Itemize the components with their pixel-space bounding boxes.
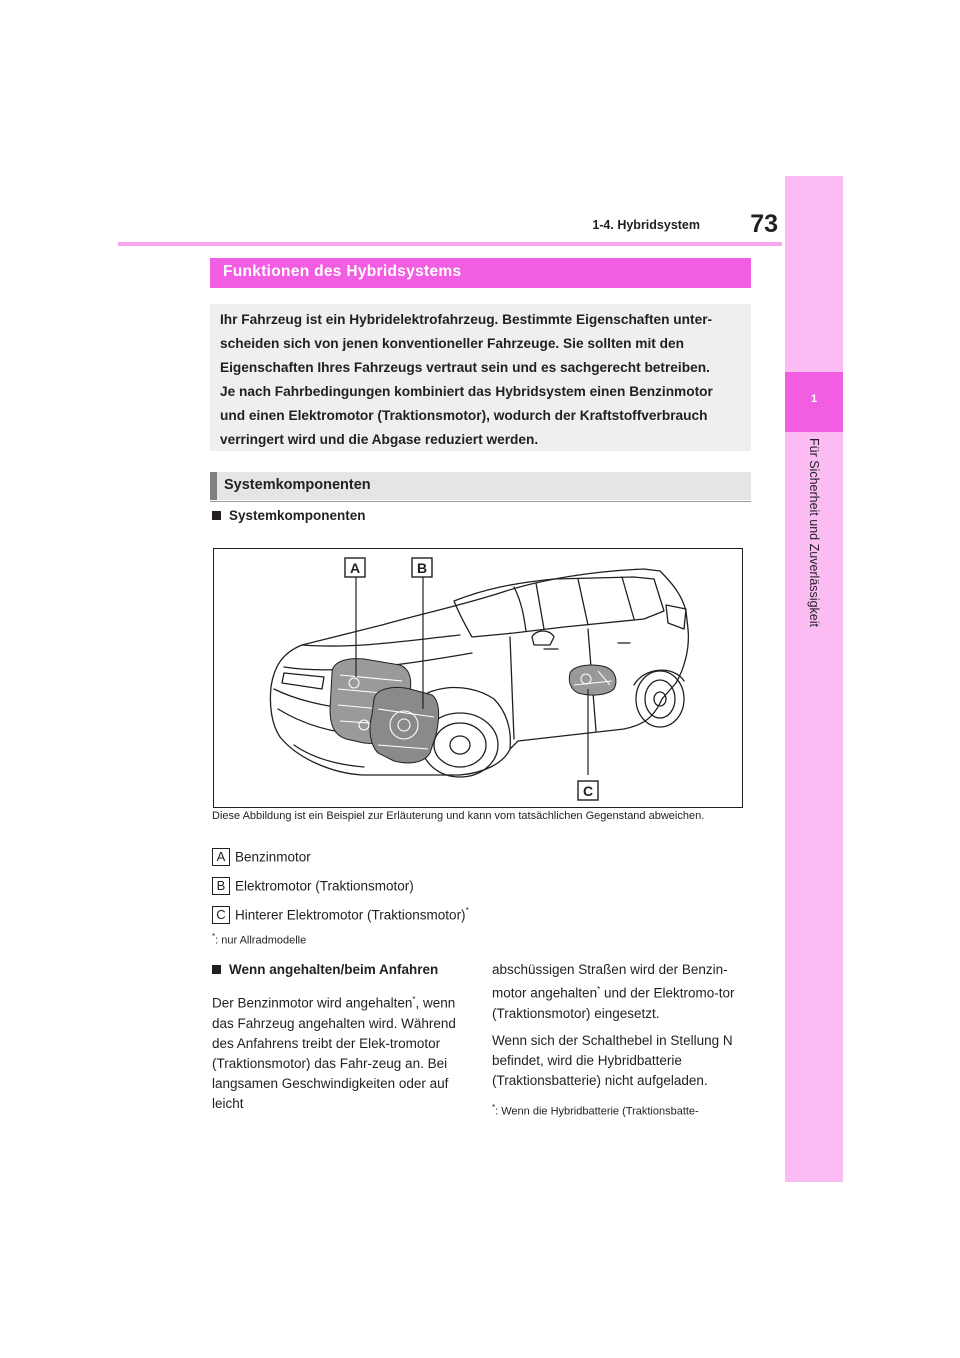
intro-line: Ihr Fahrzeug ist ein Hybridelektrofahrzeug. Bestimmte Eigenschaften unter- [220, 312, 713, 327]
section-reference: 1-4. Hybridsystem [592, 218, 700, 232]
legend-text: Benzinmotor [235, 849, 311, 865]
legend-item-c [212, 906, 469, 924]
chapter-title-vertical [799, 438, 829, 738]
legend-text: Hinterer Elektromotor (Traktionsmotor) [235, 907, 466, 923]
sub-heading-accent [210, 472, 217, 500]
legend-letter: B [212, 877, 230, 895]
callout-b: B [416, 560, 428, 576]
intro-line: und einen Elektromotor (Traktionsmotor), wodurch der Kraftstoffverbrauch [220, 408, 708, 423]
square-bullet-icon [212, 511, 221, 520]
square-bullet-icon [212, 965, 221, 974]
footnote-mark: * [492, 1102, 496, 1112]
footnote-mark: * [412, 995, 416, 1004]
page-number: 73 [750, 210, 778, 238]
intro-line: Je nach Fahrbedingungen kombiniert das Hybridsystem einen Benzinmotor [220, 384, 713, 399]
chapter-number: 1 [810, 393, 818, 405]
right-paragraph-1: abschüssigen Straßen wird der Benzin-motor angehalten* und der Elektromo-tor (Traktionsmotor) eingesetzt. [492, 962, 735, 1021]
footnote-mark: * [465, 906, 469, 916]
intro-line: scheiden sich von jenen konventioneller Fahrzeuge. Sie sollten mit den [220, 336, 684, 351]
right-column [492, 960, 742, 1128]
callout-c: C [582, 783, 594, 799]
intro-paragraph-1 [220, 308, 745, 380]
legend-text: Elektromotor (Traktionsmotor) [235, 878, 414, 894]
legend-item-a [212, 848, 311, 866]
sub-heading-bar [210, 472, 751, 500]
figure-caption: Diese Abbildung ist ein Beispiel zur Erläuterung und kann vom tatsächlichen Gegenstand abweichen. [212, 810, 705, 822]
left-paragraph: Der Benzinmotor wird angehalten*, wenn das Fahrzeug angehalten wird. Während des Anfahrens treibt der Elek-tromotor (Traktionsmotor) das Fahr-zeug an. Bei langsamen Geschwindigkeiten oder auf leicht [212, 995, 456, 1111]
chapter-title: Für Sicherheit und Zuverlässigkeit [807, 438, 821, 627]
legend-footnote: *: nur Allradmodelle [212, 932, 307, 947]
footnote-mark: * [597, 985, 601, 994]
intro-box [210, 304, 751, 451]
main-heading: Funktionen des Hybridsystems [223, 263, 462, 280]
intro-line: Eigenschaften Ihres Fahrzeugs vertraut sein und es sachgerecht betreiben. [220, 360, 710, 375]
intro-paragraph-2 [220, 380, 745, 452]
vehicle-illustration [213, 548, 743, 808]
main-heading-bar [210, 258, 751, 288]
hybrid-car-drawing [214, 549, 742, 807]
section-title: Wenn angehalten/beim Anfahren [212, 960, 462, 980]
left-column [212, 960, 462, 1121]
right-paragraph-2: Wenn sich der Schalthebel in Stellung N befindet, wird die Hybridbatterie (Traktionsbatterie) nicht aufgeladen. [492, 1032, 733, 1088]
sub-heading: Systemkomponenten [224, 477, 371, 493]
legend-item-b [212, 877, 414, 895]
right-footnote: *: Wenn die Hybridbatterie (Traktionsbatte- [492, 1102, 699, 1118]
footnote-mark: * [212, 932, 216, 941]
header-rule [118, 242, 782, 246]
sub-heading-underline [210, 501, 751, 502]
intro-line: verringert wird und die Abgase reduziert werden. [220, 432, 539, 447]
components-title: Systemkomponenten [212, 508, 366, 523]
callout-a: A [349, 560, 361, 576]
legend-letter: C [212, 906, 230, 924]
legend-letter: A [212, 848, 230, 866]
